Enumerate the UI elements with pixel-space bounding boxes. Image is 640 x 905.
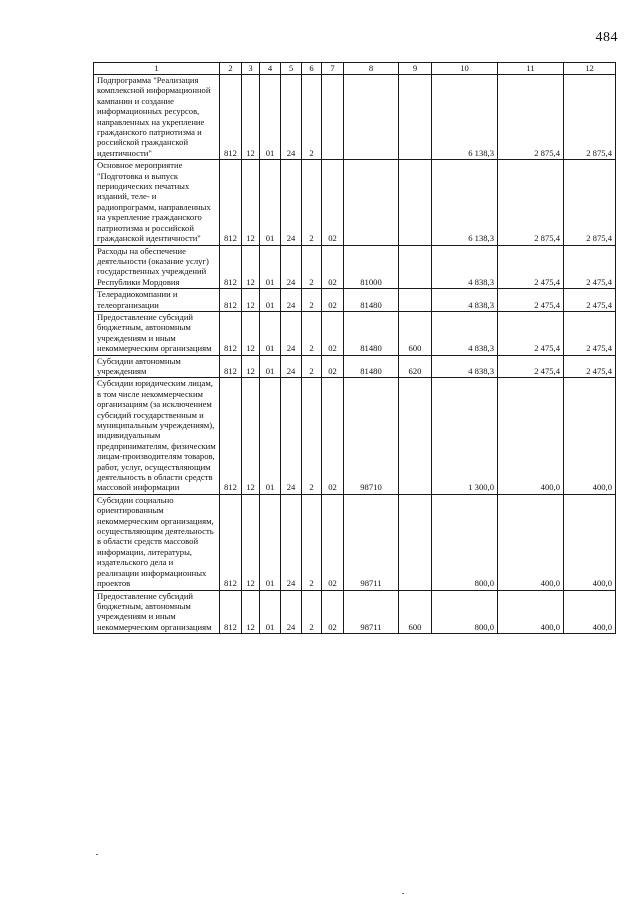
row-name: Предоставление субсидий бюджетным, автономным учреждениям и иным некоммерческим организациям <box>94 590 220 634</box>
cell-amount-1: 4 838,3 <box>432 245 498 289</box>
cell-subprogram: 2 <box>302 289 322 312</box>
cell-ministry: 812 <box>220 245 242 289</box>
cell-amount-1: 4 838,3 <box>432 289 498 312</box>
row-name: Телерадиокомпании и телеорганизации <box>94 289 220 312</box>
table-row <box>94 494 616 590</box>
column-header: 9 <box>399 63 432 75</box>
column-header: 4 <box>260 63 281 75</box>
cell-amount-1: 800,0 <box>432 494 498 590</box>
cell-amount-3: 2 875,4 <box>564 160 616 245</box>
cell-direction <box>344 160 399 245</box>
cell-direction: 81000 <box>344 245 399 289</box>
cell-amount-2: 400,0 <box>498 590 564 634</box>
cell-amount-3: 2 875,4 <box>564 75 616 160</box>
cell-section: 12 <box>242 289 260 312</box>
cell-direction <box>344 75 399 160</box>
cell-subprogram: 2 <box>302 378 322 494</box>
table-row <box>94 75 616 160</box>
cell-program: 24 <box>281 378 302 494</box>
row-name: Расходы на обеспечение деятельности (оказание услуг) государственных учреждений Республики Мордовия <box>94 245 220 289</box>
cell-activity: 02 <box>322 160 344 245</box>
cell-ministry: 812 <box>220 378 242 494</box>
cell-program: 24 <box>281 289 302 312</box>
cell-program: 24 <box>281 355 302 378</box>
cell-amount-3: 400,0 <box>564 378 616 494</box>
cell-program: 24 <box>281 160 302 245</box>
cell-amount-2: 2 475,4 <box>498 355 564 378</box>
table-row <box>94 311 616 355</box>
cell-expense-type: 620 <box>399 355 432 378</box>
row-name: Подпрограмма "Реализация комплексной информационной кампании и создание информационных ресурсов, направленных на укрепление гражданского патриотизма и российской гражданской идентичности" <box>94 75 220 160</box>
cell-program: 24 <box>281 311 302 355</box>
cell-section: 12 <box>242 75 260 160</box>
cell-ministry: 812 <box>220 289 242 312</box>
cell-subprogram: 2 <box>302 590 322 634</box>
cell-amount-2: 2 875,4 <box>498 75 564 160</box>
cell-activity: 02 <box>322 245 344 289</box>
cell-amount-1: 4 838,3 <box>432 355 498 378</box>
cell-section: 12 <box>242 378 260 494</box>
cell-subsection: 01 <box>260 75 281 160</box>
cell-program: 24 <box>281 494 302 590</box>
cell-amount-1: 6 138,3 <box>432 160 498 245</box>
cell-amount-2: 2 475,4 <box>498 289 564 312</box>
cell-amount-2: 400,0 <box>498 378 564 494</box>
column-header: 6 <box>302 63 322 75</box>
cell-activity: 02 <box>322 378 344 494</box>
cell-amount-3: 2 475,4 <box>564 355 616 378</box>
cell-subprogram: 2 <box>302 245 322 289</box>
cell-direction: 81480 <box>344 355 399 378</box>
cell-subsection: 01 <box>260 289 281 312</box>
cell-amount-2: 400,0 <box>498 494 564 590</box>
cell-subprogram: 2 <box>302 494 322 590</box>
cell-subprogram: 2 <box>302 75 322 160</box>
cell-amount-3: 400,0 <box>564 494 616 590</box>
cell-amount-3: 2 475,4 <box>564 289 616 312</box>
cell-program: 24 <box>281 590 302 634</box>
cell-amount-2: 2 475,4 <box>498 245 564 289</box>
cell-subprogram: 2 <box>302 160 322 245</box>
column-header: 5 <box>281 63 302 75</box>
cell-subsection: 01 <box>260 355 281 378</box>
cell-ministry: 812 <box>220 494 242 590</box>
row-name: Субсидии автономным учреждениям <box>94 355 220 378</box>
cell-amount-2: 2 475,4 <box>498 311 564 355</box>
cell-amount-3: 400,0 <box>564 590 616 634</box>
cell-subsection: 01 <box>260 245 281 289</box>
column-header: 11 <box>498 63 564 75</box>
scan-speck <box>96 854 98 855</box>
column-header: 10 <box>432 63 498 75</box>
scan-speck <box>402 893 404 894</box>
column-header: 1 <box>94 63 220 75</box>
cell-ministry: 812 <box>220 311 242 355</box>
table-row <box>94 355 616 378</box>
cell-activity: 02 <box>322 494 344 590</box>
cell-direction: 98711 <box>344 494 399 590</box>
cell-amount-1: 800,0 <box>432 590 498 634</box>
cell-subsection: 01 <box>260 311 281 355</box>
row-name: Субсидии юридическим лицам, в том числе некоммерческим организациям (за исключением субсидий государственным и муниципальным учреждениям), индивидуальным предпринимателям, физическим лицам-производителям товаров, работ, услуг, осуществляющим деятельность в области средств массовой информации <box>94 378 220 494</box>
cell-section: 12 <box>242 494 260 590</box>
column-header: 7 <box>322 63 344 75</box>
cell-activity <box>322 75 344 160</box>
header-row <box>94 63 616 75</box>
cell-section: 12 <box>242 590 260 634</box>
column-header: 2 <box>220 63 242 75</box>
cell-program: 24 <box>281 245 302 289</box>
cell-amount-3: 2 475,4 <box>564 245 616 289</box>
column-header: 8 <box>344 63 399 75</box>
cell-ministry: 812 <box>220 590 242 634</box>
cell-amount-2: 2 875,4 <box>498 160 564 245</box>
table-row <box>94 378 616 494</box>
column-header: 3 <box>242 63 260 75</box>
row-name: Основное мероприятие "Подготовка и выпуск периодических печатных изданий, теле- и радиопрограмм, направленных на укрепление гражданского патриотизма и российской гражданской идентичности" <box>94 160 220 245</box>
cell-section: 12 <box>242 160 260 245</box>
cell-section: 12 <box>242 311 260 355</box>
cell-section: 12 <box>242 355 260 378</box>
cell-expense-type: 600 <box>399 311 432 355</box>
budget-table <box>93 62 616 634</box>
table-row <box>94 160 616 245</box>
cell-direction: 98710 <box>344 378 399 494</box>
cell-amount-1: 1 300,0 <box>432 378 498 494</box>
cell-expense-type <box>399 378 432 494</box>
cell-ministry: 812 <box>220 75 242 160</box>
cell-section: 12 <box>242 245 260 289</box>
cell-program: 24 <box>281 75 302 160</box>
cell-expense-type: 600 <box>399 590 432 634</box>
cell-ministry: 812 <box>220 160 242 245</box>
cell-expense-type <box>399 245 432 289</box>
cell-expense-type <box>399 75 432 160</box>
cell-expense-type <box>399 289 432 312</box>
cell-expense-type <box>399 494 432 590</box>
cell-subsection: 01 <box>260 494 281 590</box>
column-header: 12 <box>564 63 616 75</box>
cell-amount-3: 2 475,4 <box>564 311 616 355</box>
cell-activity: 02 <box>322 289 344 312</box>
cell-activity: 02 <box>322 311 344 355</box>
cell-subsection: 01 <box>260 590 281 634</box>
table-row <box>94 245 616 289</box>
cell-direction: 81480 <box>344 311 399 355</box>
cell-subprogram: 2 <box>302 355 322 378</box>
table-row <box>94 289 616 312</box>
cell-expense-type <box>399 160 432 245</box>
cell-subsection: 01 <box>260 160 281 245</box>
page-number: 484 <box>595 30 618 45</box>
cell-subprogram: 2 <box>302 311 322 355</box>
cell-direction: 98711 <box>344 590 399 634</box>
row-name: Предоставление субсидий бюджетным, автономным учреждениям и иным некоммерческим организациям <box>94 311 220 355</box>
row-name: Субсидии социально ориентированным некоммерческим организациям, осуществляющим деятельность в области средств массовой информации, литературы, издательского дела и реализации информационных проектов <box>94 494 220 590</box>
cell-ministry: 812 <box>220 355 242 378</box>
cell-amount-1: 6 138,3 <box>432 75 498 160</box>
table-row <box>94 590 616 634</box>
cell-activity: 02 <box>322 590 344 634</box>
cell-subsection: 01 <box>260 378 281 494</box>
cell-amount-1: 4 838,3 <box>432 311 498 355</box>
cell-direction: 81480 <box>344 289 399 312</box>
cell-activity: 02 <box>322 355 344 378</box>
